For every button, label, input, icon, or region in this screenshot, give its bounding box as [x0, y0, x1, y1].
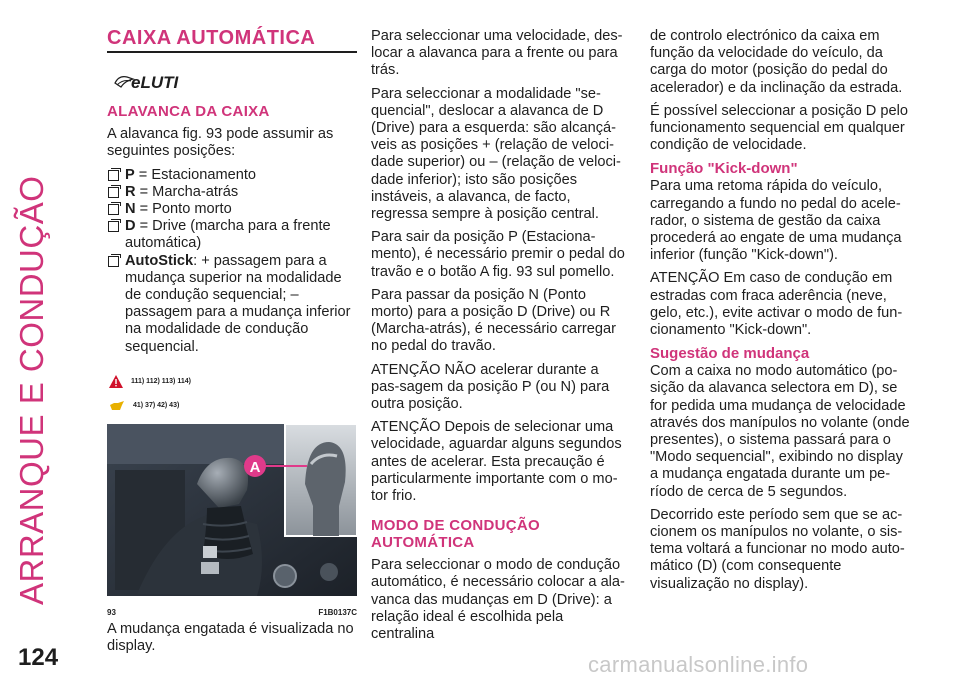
subsection-heading: ALAVANCA DA CAIXA [107, 103, 270, 121]
checkbox-icon [108, 170, 119, 181]
paragraph: Para seleccionar uma velocidade, des-locar a alavanca para a frente ou para trás. [371, 28, 623, 79]
attention-note: ATENÇÃO Depois de selecionar uma velocidade, aguardar alguns segundos antes de acelerar. Esta precaução é particularmente importante com o mo-tor frio. [371, 419, 622, 505]
figure-number: 93 [107, 607, 116, 617]
oil-can-icon [109, 400, 125, 412]
warning-refs: 111) 112) 113) 114) [109, 374, 357, 390]
gear-lever-photo [107, 424, 357, 596]
shift-suggestion-heading: Sugestão de mudança [650, 345, 810, 363]
checkbox-icon [108, 256, 119, 267]
paragraph: Para passar da posição N (Ponto morto) para a posição D (Drive) ou R (Marcha-atrás), é necessário carregar no pedal do travão. [371, 286, 616, 355]
caution-refs: 41) 37) 42) 43) [109, 398, 357, 414]
paragraph: Decorrido este período sem que se ac-cionem os manípulos no volante, o sis-tema voltará a funcionar no modo auto-mático (D) (com consequente visualização no display). [650, 506, 905, 592]
figure-code: F1B0137C [318, 607, 357, 617]
watermark: carmanualsonline.info [588, 652, 809, 677]
figure-caption [107, 604, 357, 621]
checkbox-icon [108, 187, 119, 198]
paragraph: Para sair da posição P (Estaciona-mento), é necessário premir o pedal do travão e o botão A fig. 93 sul pomello. [371, 229, 625, 280]
paragraph: É possível seleccionar a posição D pelo funcionamento sequencial em qualquer condição de velocidade. [650, 102, 908, 154]
option-autostick: AutoStick: + passagem para a mudança superior na modalidade de condução sequencial; – passagem para a mudança inferior na modalidade de condução sequencial. [107, 253, 357, 356]
intro-text: A alavanca fig. 93 pode assumir as seguintes posições: [107, 126, 334, 160]
option-r: R = Marcha-atrás [107, 184, 357, 201]
warning-triangle-icon [109, 375, 123, 388]
column-middle [371, 28, 630, 649]
option-p: P = Estacionamento [107, 167, 357, 184]
paragraph: Com a caixa no modo automático (po-sição da alavanca selectora em D), se for pedida uma mudança de velocidade através dos manípulos no volante (onde presentes), o sistema passará para o "Modo sequencial", exibindo no display a mudança engatada durante um pe-ríodo de cerca de 5 segundos. [650, 363, 910, 500]
page-number: 124 [18, 644, 59, 671]
svg-text:eLUTI: eLUTI [131, 73, 179, 93]
paragraph: Para seleccionar a modalidade "se-quencial", deslocar a alavanca de D (Drive) para a esquerda: são alcançá-veis as posições + (relação de veloci-dade superior) ou – (relação de veloci-dade inferior); isto são posições instáveis, a alavanca, de facto, regressa sempre à posição central. [371, 85, 621, 223]
option-d: D = Drive (marcha para a frente automática) [107, 218, 357, 252]
column-right [650, 28, 910, 599]
paragraph: Para uma retoma rápida do veículo, carregando a fundo no pedal do acele-rador, o sistema de gestão da caixa procederá ao engate de uma mudança inferior (função "Kick-down"). [650, 178, 902, 264]
attention-note: ATENÇÃO NÃO acelerar durante a pas-sagem da posição P (ou N) para outra posição. [371, 361, 610, 413]
paragraph: de controlo electrónico da caixa em função da velocidade do veículo, da carga do motor (posição do pedal do acelerador) e da inclinação da estrada. [650, 28, 903, 96]
subsection-heading: MODO DE CONDUÇÃO AUTOMÁTICA [371, 517, 540, 552]
option-n: N = Ponto morto [107, 201, 357, 218]
closing-text: A mudança engatada é visualizada no display. [107, 621, 354, 655]
figure-label-a: A [249, 458, 261, 476]
eluti-logo [113, 67, 357, 93]
column-left [107, 28, 357, 661]
paragraph: Para seleccionar o modo de condução automático, é necessário colocar a ala-vanca das mudanças em D (Drive): a relação ideal é escolhida pela centralina [371, 557, 625, 643]
checkbox-icon [108, 221, 119, 232]
attention-note: ATENÇÃO Em caso de condução em estradas com fraca aderência (neve, gelo, etc.), evite activar o modo de fun-cionamento "Kick-down". [650, 270, 903, 339]
kick-down-heading: Função "Kick-down" [650, 160, 798, 178]
section-heading: CAIXA AUTOMÁTICA [107, 30, 357, 53]
chapter-side-title: ARRANQUE E CONDUÇÃO [13, 175, 50, 605]
checkbox-icon [108, 204, 119, 215]
